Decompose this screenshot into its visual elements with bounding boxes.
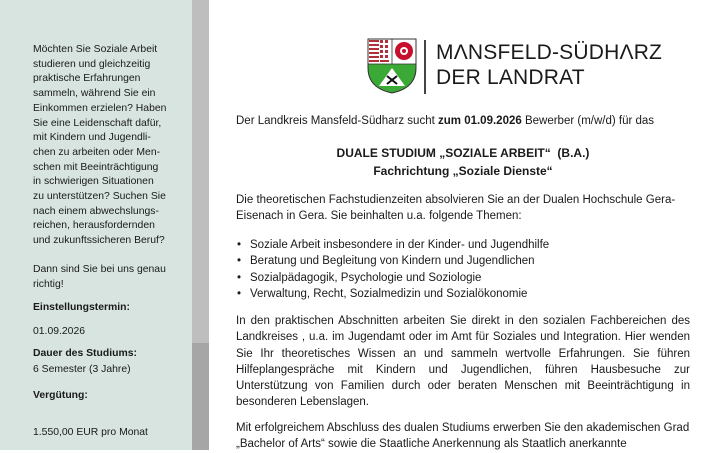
fact-duration-label: Dauer des Studiums: xyxy=(33,348,137,359)
topics-list xyxy=(236,237,549,302)
topic-text: Soziale Arbeit insbesondere in der Kinder- und Jugendhilfe xyxy=(250,239,550,251)
fact-duration-value: 6 Semester (3 Jahre) xyxy=(33,364,131,375)
gutter-band xyxy=(192,0,209,343)
degree-paragraph: Mit erfolgreichem Abschluss des dualen Studiums erwerben Sie den akademischen Grad „Bachelor of Arts“ sowie die Staatliche Anerkennung als Staatlich anerkannte xyxy=(236,422,690,451)
logo-title: MΛNSFELD-SÜDHΛRZ xyxy=(436,41,663,64)
topic-text: Beratung und Begleitung von Kindern und Jugendlichen xyxy=(250,255,535,268)
bullet-icon: • xyxy=(237,271,242,284)
intro-sentence xyxy=(236,113,690,129)
sidebar-text xyxy=(33,43,185,292)
bullet-icon: • xyxy=(237,255,242,268)
list-item xyxy=(236,286,549,302)
practice-paragraph: In den praktischen Abschnitten arbeiten Sie direkt in den sozialen Fachbereichen des Landkreises , u.a. im Jugendamt oder im Amt für Soziales und Integration. Hier wenden Sie Ihr theoretisches Wissen an und sammeln wertvolle Erfahrungen. Sie führen Hilfeplangespräche mit Kindern und Jugendlichen, führen Hausbesuche zur Unterstützung von Familien durch oder beraten Menschen mit Beeinträchtigung in besonderen Lebenslagen. xyxy=(236,315,690,409)
coat-of-arms-icon xyxy=(367,38,417,99)
list-item xyxy=(236,237,549,253)
program-title: DUALE STUDIUM „SOZIALE ARBEIT“ (B.A.) xyxy=(336,146,590,160)
fact-start-date-value: 01.09.2026 xyxy=(33,326,86,337)
sidebar-cta: Dann sind Sie bei uns genau richtig! xyxy=(33,263,166,290)
sidebar-intro: Möchten Sie Soziale Arbeit studieren und gleichzeitig praktische Erfahrungen sammeln, während Sie ein Einkommen erzielen? Haben Sie eine Leidenschaft dafür, mit Kindern und Jugendli- chen zu arbeiten oder Men- schen mit Beeinträchtigung in schwierigen Situationen zu unterstützen? Suchen Sie nach einem abwechslungs- reichen, herausfordernden und zukunftssicheren Beruf? xyxy=(33,44,167,247)
logo-subtitle: DER LANDRAT xyxy=(436,66,585,89)
sidebar xyxy=(0,0,192,450)
intro-pre: Der Landkreis Mansfeld-Südharz sucht xyxy=(236,115,438,127)
topic-text: Verwaltung, Recht, Sozialmedizin und Sozialökonomie xyxy=(250,287,528,300)
fact-salary-value: 1.550,00 EUR pro Monat xyxy=(33,427,148,438)
theory-paragraph: Die theoretischen Fachstudienzeiten absolvieren Sie an der Dualen Hochschule Gera-Eisenach in Gera. Sie beinhalten u.a. folgende Themen: xyxy=(236,194,676,223)
list-item xyxy=(236,253,549,269)
fact-salary-label: Vergütung: xyxy=(33,390,88,401)
intro-post: Bewerber (m/w/d) für das xyxy=(521,115,655,127)
logo-divider xyxy=(424,40,426,94)
fact-start-date-label: Einstellungstermin: xyxy=(33,302,130,313)
program-subtitle: Fachrichtung „Soziale Dienste“ xyxy=(373,164,553,178)
intro-date: zum 01.09.2026 xyxy=(438,115,522,127)
topic-text: Sozialpädagogik, Psychologie und Soziologie xyxy=(250,271,482,284)
bullet-icon: • xyxy=(237,239,242,251)
gutter-band-dark xyxy=(192,343,209,450)
bullet-icon: • xyxy=(237,287,242,300)
list-item xyxy=(236,270,549,286)
